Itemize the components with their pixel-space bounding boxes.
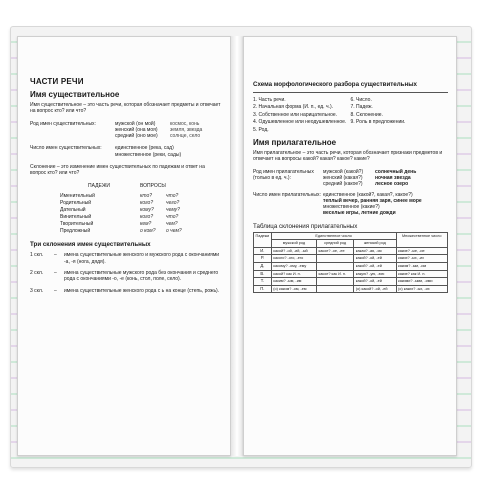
noun-number-label: Число имен существительных: xyxy=(30,145,102,152)
declension-item: 1 скл. – имена существительные женского и мужского рода с окончаниями -а, -я (нога, дядя). xyxy=(30,252,220,265)
adj-number-block xyxy=(253,192,448,217)
adj-number-label: Число имен прилагательных: xyxy=(253,191,321,198)
gender-row: мужской (он мой) космос, конь xyxy=(115,120,200,127)
noun-gender-label: Род имен существительных: xyxy=(30,120,96,127)
case-row: Родительный кого? чего? xyxy=(60,199,180,206)
scheme-item: 7. Падеж. xyxy=(350,104,373,111)
adj-gender-label: Род имен прилагательных (только в ед. ч.): xyxy=(253,168,314,181)
table-header-masc: мужской род xyxy=(271,240,316,248)
declension-item: 2 скл. – имена существительные мужского рода без окончания и среднего рода с окончаниями -о, -е (конь, стол, поле, село). xyxy=(30,269,219,283)
case-row: Винительный кого? что? xyxy=(60,214,179,221)
scheme-item: 6. Число. xyxy=(350,97,372,103)
number-row: множественное (реки, сады) xyxy=(115,151,182,158)
adjective-definition: Имя прилагательное – это часть речи, которая обозначает признаки предметов и отвечает на вопросы какой? какая? какое? какие? xyxy=(253,150,443,163)
declension-item: 3 скл. – имена существительные женского рода с ь на конце (степь, рожь). xyxy=(30,287,220,294)
adjective-heading: Имя прилагательное xyxy=(253,138,337,148)
table-row: Т. каким? -ым, -им какой? -ой, -ей какими? -ыми, -ими xyxy=(254,278,448,286)
cases-col-header: ПАДЕЖИ xyxy=(88,182,111,189)
declension-definition: Склонение – это изменение имен существительных по падежам и ответ на вопрос кто? или что? xyxy=(30,164,205,177)
scheme-item: 1. Часть речи. xyxy=(253,97,286,103)
scheme-item: 5. Род. xyxy=(253,126,269,133)
notebook-spine xyxy=(231,36,243,456)
scheme-list xyxy=(253,97,448,134)
adj-number-example: теплый вечер, ранняя заря, синее море xyxy=(323,197,422,204)
table-header-neut: средний род xyxy=(317,240,354,248)
case-row: Творительный кем? чем? xyxy=(60,221,178,228)
left-page xyxy=(17,36,231,456)
table-header-plural: Множественное число xyxy=(396,232,447,247)
gender-row: женский (она моя) земля, звезда xyxy=(115,126,203,133)
page-title: ЧАСТИ РЕЧИ xyxy=(30,77,84,86)
table-header-fem: женский род xyxy=(354,240,396,248)
adj-gender-row: женский (какая?) ночная звезда xyxy=(323,174,411,181)
table-header-singular: Единственное число xyxy=(271,232,396,240)
divider xyxy=(253,92,448,93)
table-row: Д. какому? -ому, -ему какой? -ой, -ей каким? -ым, -им xyxy=(254,263,448,271)
table-row: И. какой? -ой, -ий, -ый какое? -ое, -ее какая? -ая, -яя какие? -ые, -ие xyxy=(254,247,448,255)
number-row: единственное (река, сад) xyxy=(115,145,174,152)
table-row: П. (о) каком? -ом, -ем (о) какой? -ой, -ей (о) каких? -ых, -их xyxy=(254,285,448,293)
noun-definition: Имя существительное – это часть речи, которая обозначает предметы и отвечает на вопрос кто? или что? xyxy=(30,102,221,115)
case-row: Предложный о ком? о чем? xyxy=(60,228,182,235)
adj-number-row: единственное (какой?, какая?, какое?) xyxy=(323,191,413,198)
questions-col-header: ВОПРОСЫ xyxy=(140,182,166,189)
adj-number-row: множественное (какие?) xyxy=(323,204,380,211)
right-page xyxy=(243,36,457,456)
noun-number-block xyxy=(30,145,221,158)
adj-gender-row: средний (какое?) лесное озеро xyxy=(323,181,409,188)
table-row: Р. какого? -ого, -его какой? -ой, -ей каких? -ых, -их xyxy=(254,255,448,263)
scheme-heading: Схема морфологического разбора существительных xyxy=(253,81,417,88)
three-declensions-heading: Три склонения имен существительных xyxy=(30,241,151,249)
adjective-declension-table xyxy=(253,232,448,294)
noun-heading: Имя существительное xyxy=(30,90,120,99)
case-row: Именительный кто? что? xyxy=(60,192,179,199)
scheme-item: 4. Одушевленное или неодушевленное. xyxy=(253,119,347,126)
scheme-item: 3. Собственное или нарицательное. xyxy=(253,111,338,118)
case-row: Дательный кому? чему? xyxy=(60,206,180,213)
scheme-item: 9. Роль в предложении. xyxy=(350,119,406,126)
table-row: В. какой? как И. п. какое? как И. п. какую? -ую, -юю какие? как И. п. xyxy=(254,270,448,278)
cases-table xyxy=(30,183,221,236)
adj-gender-block xyxy=(253,169,448,188)
table-header-case: Падежи xyxy=(254,232,272,247)
adj-gender-row: мужской (какой?) солнечный день xyxy=(323,168,417,175)
gender-row: средний (оно мое) солнце, село xyxy=(115,133,201,140)
scheme-item: 2. Начальная форма (И. п., ед. ч.). xyxy=(253,104,333,111)
adj-number-example: веселые игры, летние дожди xyxy=(323,210,396,217)
scheme-item xyxy=(351,127,449,134)
table-heading: Таблица склонения прилагательных xyxy=(253,222,358,230)
noun-gender-block xyxy=(30,121,221,140)
scheme-item: 8. Склонение. xyxy=(350,111,383,118)
